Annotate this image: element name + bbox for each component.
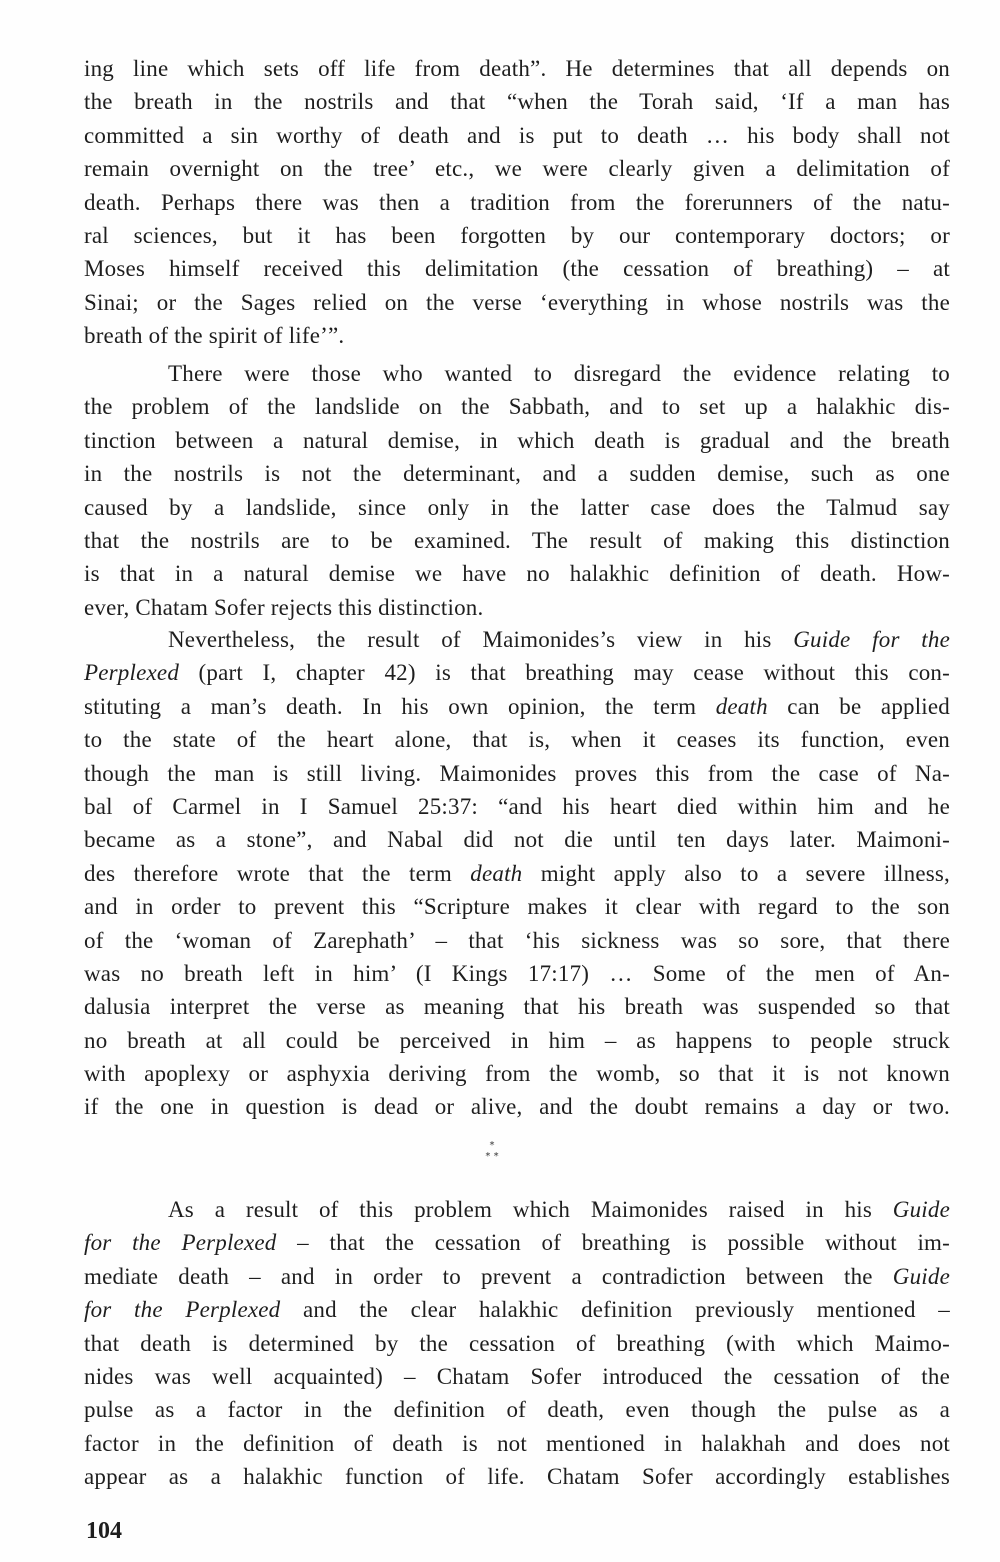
text-line: if the one in question is dead or alive, and the doubt remains a day or two. xyxy=(84,1094,950,1120)
paragraph-landslide xyxy=(84,357,950,624)
page-number: 104 xyxy=(86,1518,122,1544)
text-line: with apoplexy or asphyxia deriving from the womb, so that it is not known xyxy=(84,1061,950,1087)
text-line: though the man is still living. Maimonides proves this from the case of Na- xyxy=(84,760,950,786)
paragraph-maimonides xyxy=(84,623,950,1124)
text-line: There were those who wanted to disregard the evidence relating to xyxy=(168,361,950,386)
book-title-italic: for the Perplexed xyxy=(84,1230,277,1256)
text-line: ral sciences, but it has been forgotten by our contemporary doctors; or xyxy=(84,222,950,248)
text-line: of the ‘woman of Zarephath’ – that ‘his sickness was so sore, that there xyxy=(84,927,950,953)
book-title-italic: for the Perplexed xyxy=(84,1297,281,1323)
text-line xyxy=(84,1260,950,1293)
text-line: appear as a halakhic function of life. Chatam Sofer accordingly establishes xyxy=(84,1464,950,1490)
text-line: Moses himself received this delimitation (the cessation of breathing) – at xyxy=(84,256,950,282)
text-line: bal of Carmel in I Samuel 25:37: “and his heart died within him and he xyxy=(84,793,950,819)
text-line: ever, Chatam Sofer rejects this distinction. xyxy=(84,594,484,620)
text-line: and in order to prevent this “Scripture makes it clear with regard to the son xyxy=(84,894,950,920)
text-run: des therefore wrote that the term xyxy=(84,860,471,886)
text-line xyxy=(84,1226,950,1259)
book-title-italic: Guide xyxy=(892,1197,950,1222)
text-line: dalusia interpret the verse as meaning that his breath was suspended so that xyxy=(84,994,950,1020)
text-line: that the nostrils are to be examined. The result of making this distinction xyxy=(84,527,950,553)
text-line xyxy=(84,1193,950,1226)
text-line: the breath in the nostrils and that “when the Torah said, ‘If a man has xyxy=(84,89,950,115)
text-run: might apply also to a severe illness, xyxy=(522,860,950,886)
text-run: stituting a man’s death. In his own opinion, the term xyxy=(84,693,716,719)
text-line xyxy=(84,690,950,723)
text-run: (part I, chapter 42) is that breathing may cease without this con- xyxy=(179,660,950,686)
text-line: is that in a natural demise we have no halakhic definition of death. How- xyxy=(84,561,950,587)
text-line xyxy=(84,656,950,689)
asterism-top: * xyxy=(489,1140,495,1151)
text-line: the problem of the landslide on the Sabbath, and to set up a halakhic dis- xyxy=(84,394,950,420)
text-line: tinction between a natural demise, in which death is gradual and the breath xyxy=(84,427,950,453)
text-run: mediate death – and in order to prevent a contradiction between the xyxy=(84,1263,893,1289)
book-title-italic: Guide xyxy=(892,1263,950,1289)
asterism-bottom: * * xyxy=(485,1151,499,1162)
text-line: committed a sin worthy of death and is put to death … his body shall not xyxy=(84,122,950,148)
emphasis-italic: death xyxy=(715,693,768,719)
paragraph-chatam-sofer xyxy=(84,1193,950,1494)
text-line: death. Perhaps there was then a tradition from the forerunners of the natu- xyxy=(84,189,950,215)
text-line: nides was well acquainted) – Chatam Sofer introduced the cessation of the xyxy=(84,1363,950,1389)
text-line: remain overnight on the tree’ etc., we were clearly given a delimitation of xyxy=(84,156,950,182)
text-line xyxy=(84,1293,950,1326)
text-run: As a result of this problem which Maimonides raised in his xyxy=(168,1197,893,1222)
text-line: that death is determined by the cessation of breathing (with which Maimo- xyxy=(84,1330,950,1356)
text-line: no breath at all could be perceived in him – as happens to people struck xyxy=(84,1027,950,1053)
text-line: Sinai; or the Sages relied on the verse ‘everything in whose nostrils was the xyxy=(84,289,950,315)
text-line: breath of the spirit of life’”. xyxy=(84,323,345,349)
text-line: pulse as a factor in the definition of death, even though the pulse as a xyxy=(84,1397,950,1423)
book-title-italic: Guide for the xyxy=(793,627,950,652)
section-break-asterism xyxy=(472,1140,512,1170)
book-title-italic: Perplexed xyxy=(84,660,180,686)
text-line: in the nostrils is not the determinant, and a sudden demise, such as one xyxy=(84,461,950,487)
text-line: ing line which sets off life from death”. He determines that all depends on xyxy=(84,56,950,81)
text-line: caused by a landslide, since only in the latter case does the Talmud say xyxy=(84,494,950,520)
paragraph-continuation xyxy=(84,52,950,353)
text-run: Nevertheless, the result of Maimonides’s view in his xyxy=(168,627,794,652)
text-line xyxy=(84,857,950,890)
text-line: to the state of the heart alone, that is, when it ceases its function, even xyxy=(84,727,950,753)
text-line: became as a stone”, and Nabal did not die until ten days later. Maimoni- xyxy=(84,827,950,853)
text-run: – that the cessation of breathing is possible without im- xyxy=(276,1230,950,1256)
text-run: can be applied xyxy=(767,693,951,719)
emphasis-italic: death xyxy=(470,860,523,886)
text-line: factor in the definition of death is not mentioned in halakhah and does not xyxy=(84,1430,950,1456)
text-line xyxy=(84,623,950,656)
text-line: was no breath left in him’ (I Kings 17:17) … Some of the men of An- xyxy=(84,960,950,986)
text-run: and the clear halakhic definition previously mentioned – xyxy=(280,1297,950,1323)
